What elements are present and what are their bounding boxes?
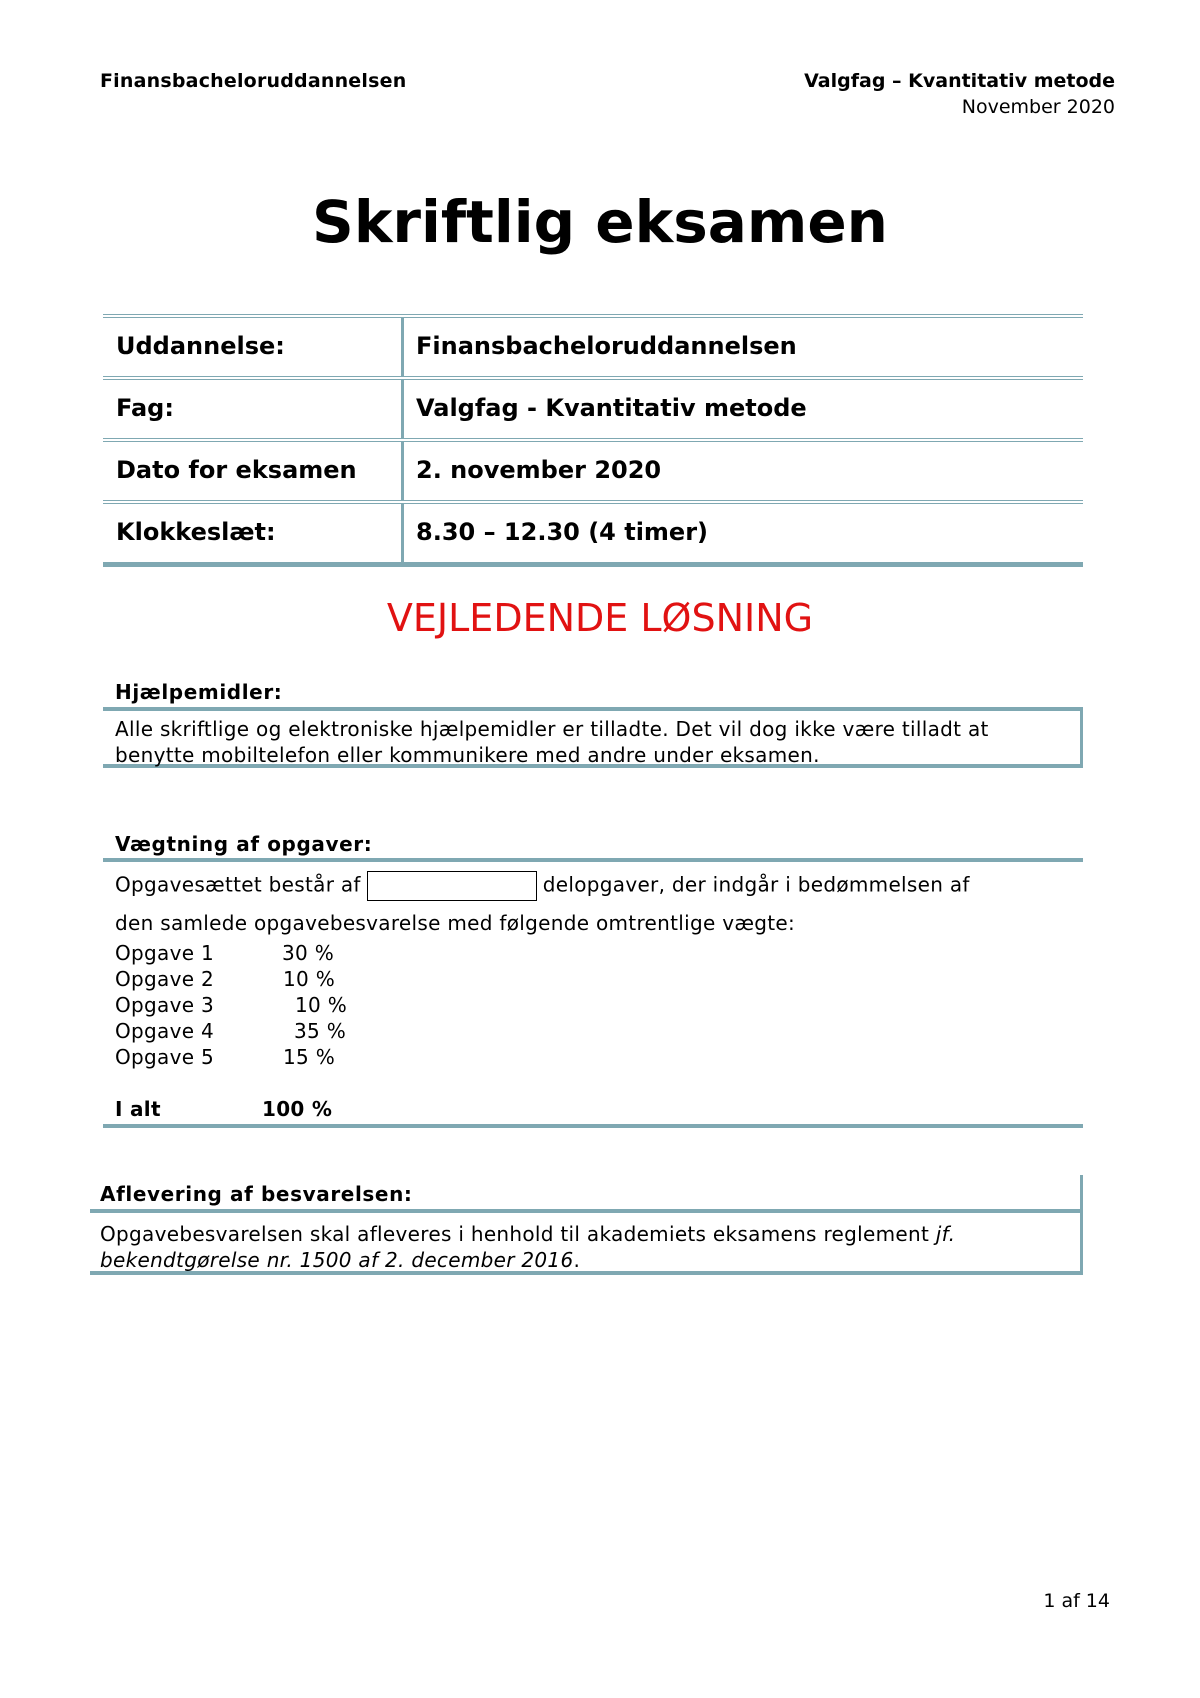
- aids-text-line2: benytte mobiltelefon eller kommunikere med andre under eksamen.: [115, 743, 820, 767]
- page-title: Skriftlig eksamen: [312, 188, 888, 256]
- column-divider: [401, 318, 404, 376]
- weighting-intro-after: delopgaver, der indgår i bedømmelsen af: [542, 872, 970, 897]
- task-name: Opgave 1: [115, 941, 215, 965]
- total-label: I alt: [115, 1097, 161, 1121]
- info-label: Fag:: [116, 394, 174, 422]
- task-percent: 15 %: [283, 1045, 336, 1069]
- task-name: Opgave 4: [115, 1019, 215, 1043]
- info-label: Klokkeslæt:: [116, 518, 276, 546]
- page-number: 1 af 14: [1043, 1590, 1110, 1612]
- delivery-divider: [90, 1209, 1083, 1213]
- delivery-text-plain: Opgavebesvarelsen skal afleveres i henhold til akademiets eksamens reglement: [100, 1222, 936, 1246]
- task-percent: 35 %: [294, 1019, 347, 1043]
- delivery-bottom-border: [90, 1271, 1083, 1275]
- task-name: Opgave 3: [115, 993, 215, 1017]
- delivery-text-end: .: [573, 1248, 581, 1272]
- task-percent: 10 %: [283, 967, 336, 991]
- solution-heading: VEJLEDENDE LØSNING: [386, 596, 814, 640]
- column-divider: [401, 442, 404, 500]
- delivery-text-law: bekendtgørelse nr. 1500 af 2. december 2016: [100, 1248, 574, 1272]
- aids-text-line1: Alle skriftlige og elektroniske hjælpemidler er tilladte. Det vil dog ikke være tilladt at: [115, 717, 989, 741]
- info-value: Finansbacheloruddannelsen: [416, 332, 797, 360]
- header-program: Finansbacheloruddannelsen: [100, 70, 407, 92]
- info-value: 8.30 – 12.30 (4 timer): [416, 518, 709, 546]
- info-row-subject: [103, 376, 1083, 438]
- total-value: 100 %: [262, 1097, 333, 1121]
- info-value: 2. november 2020: [416, 456, 662, 484]
- column-divider: [401, 380, 404, 438]
- weighting-bottom-border: [103, 1124, 1083, 1128]
- weighting-intro-before: Opgavesættet består af: [115, 872, 361, 897]
- info-label: Dato for eksamen: [116, 456, 357, 484]
- weighting-intro-line2: den samlede opgavebesvarelse med følgende omtrentlige vægte:: [115, 911, 796, 935]
- info-row-date: [103, 438, 1083, 500]
- exam-info-table: [103, 314, 1083, 567]
- info-row-time: [103, 500, 1083, 562]
- info-row-program: [103, 314, 1083, 376]
- weighting-intro: [115, 871, 970, 901]
- info-value: Valgfag - Kvantitativ metode: [416, 394, 807, 422]
- task-name: Opgave 2: [115, 967, 215, 991]
- column-divider: [401, 504, 404, 562]
- task-name: Opgave 5: [115, 1045, 215, 1069]
- header-course: Valgfag – Kvantitativ metode: [804, 70, 1115, 92]
- delivery-title: Aflevering af besvarelsen:: [100, 1182, 413, 1206]
- task-percent: 10 %: [295, 993, 348, 1017]
- aids-title: Hjælpemidler:: [115, 680, 283, 704]
- weighting-title: Vægtning af opgaver:: [115, 832, 373, 856]
- table-bottom-border: [103, 562, 1083, 567]
- delivery-text: [100, 1221, 1080, 1273]
- info-label: Uddannelse:: [116, 332, 285, 360]
- delivery-text-ref: jf.: [935, 1222, 956, 1246]
- header-date: November 2020: [961, 96, 1115, 118]
- weighting-top-border: [103, 858, 1083, 862]
- task-count-field[interactable]: [367, 871, 537, 901]
- task-percent: 30 %: [282, 941, 335, 965]
